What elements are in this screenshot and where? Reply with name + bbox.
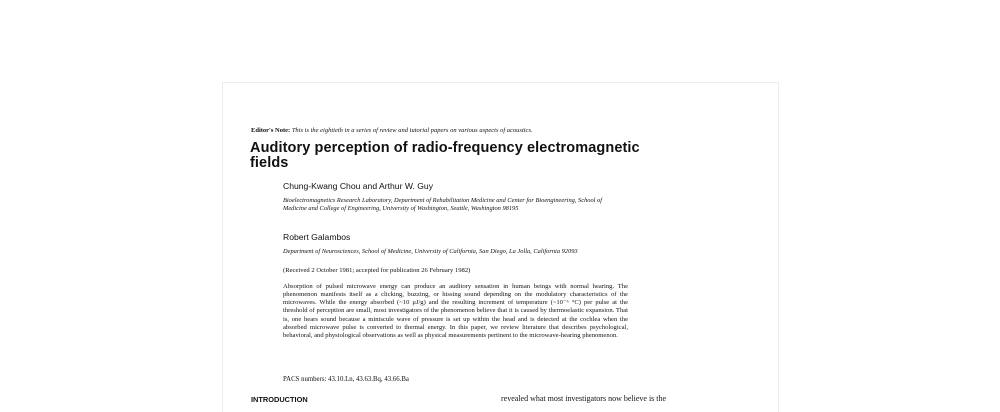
authors-primary: Chung-Kwang Chou and Arthur W. Guy [283,181,433,191]
editor-note [251,127,533,134]
affiliation-secondary: Department of Neurosciences, School of Medicine, University of California, San Diego, La Jolla, California 92093 [283,248,578,255]
abstract: Absorption of pulsed microwave energy can produce an auditory sensation in human beings with normal hearing. The phenomenon manifests itself as a clicking, buzzing, or hissing sound depending on the modulatory characteristics of the microwaves. While the energy absorbed (~10 μJ/g) and the resulting increment of temperature (~10⁻⁶ °C) per pulse at the threshold of perception are small, most investigators of the phenomenon believe that it is caused by thermoelastic expansion. That is, one hears sound because a miniscule wave of pressure is set up within the head and is detected at the cochlea when the absorbed microwave pulse is converted to thermal energy. In this paper, we review literature that describes psychological, behavioral, and physiological observations as well as physical measurements pertinent to the microwave-hearing phenomenon. [283,283,628,339]
editor-note-label: Editor's Note: [251,127,291,134]
right-column-text: revealed what most investigators now believe is the [501,394,667,403]
editor-note-text: This is the eightieth in a series of review and tutorial papers on various aspects of acoustics. [291,127,533,134]
section-heading-introduction: INTRODUCTION [251,395,308,404]
affiliation-primary: Bioelectromagnetics Research Laboratory, Department of Rehabilitation Medicine and Center for Bioengineering, School of Medicine and College of Engineering, University of Washington, Seattle, Washington 98195 [283,197,603,212]
paper-title: Auditory perception of radio-frequency electromagnetic fields [250,140,640,171]
paper-page [222,82,779,412]
authors-secondary: Robert Galambos [283,232,351,242]
pacs-numbers: PACS numbers: 43.10.Ln, 43.63.Bq, 43.66.Ba [283,376,409,383]
received-dates: (Received 2 October 1981; accepted for publication 26 February 1982) [283,267,471,274]
